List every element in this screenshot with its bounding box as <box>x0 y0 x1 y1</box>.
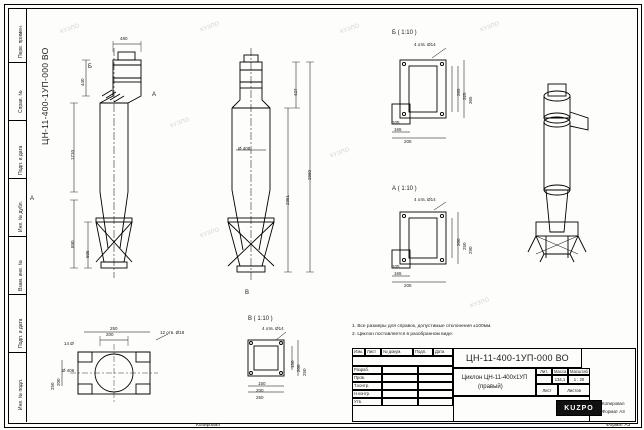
tb-col-list: Лист <box>365 348 381 356</box>
plan-14d: 14 Ø <box>64 341 74 346</box>
watermark-5: КУЗПО <box>329 146 351 160</box>
view-b-105: 105 <box>392 120 400 125</box>
tb-sheet-label: Лист <box>536 384 558 396</box>
footer-copied: Копировал <box>196 423 221 428</box>
tb-row-prov-sign <box>382 374 418 382</box>
plan-holes: 12 отв. Ø18 <box>160 330 185 335</box>
view-b-165: 165 <box>394 127 402 132</box>
margin-label-1: Справ. № <box>18 90 24 113</box>
watermark-0: КУЗПО <box>59 22 81 36</box>
margin-label-3: Инв. № дубл. <box>18 201 24 232</box>
tb-main-title: ЦН-11-400-1УП-000 ВО <box>453 348 582 368</box>
dim-front-1710: 1710 <box>70 149 75 160</box>
view-a-105: 105 <box>392 264 400 269</box>
section-marker-a: А <box>152 92 157 98</box>
view-a-205: 205 <box>404 283 412 288</box>
margin-label-0: Перв. примен. <box>18 24 24 58</box>
view-v-150: 150 <box>290 360 295 368</box>
view-b-265: 265 <box>456 88 461 96</box>
tb-col-podp: Подп. <box>413 348 433 356</box>
note-line-2: 2. Циклон поставляется в разобранном виде. <box>352 332 454 337</box>
dim-front-480: 480 <box>120 36 128 41</box>
view-v-holes: 4 отв. Ø14 <box>262 326 284 331</box>
view-b-325: 325 <box>462 92 467 100</box>
tb-scale-header: Масштаб <box>568 368 590 375</box>
view-a-165: 165 <box>394 271 402 276</box>
tb-scale-value: 1 : 20 <box>568 375 590 384</box>
watermark-3: КУЗПО <box>479 20 501 34</box>
view-v-250: 250 <box>302 368 307 376</box>
view-b-label: Б ( 1:10 ) <box>392 30 417 36</box>
plan-200v: 200 <box>56 378 61 386</box>
plan-diameter: Ø 406 <box>62 368 75 373</box>
dim-side-427: 427 <box>293 88 298 96</box>
tb-row-tkontr-sign <box>382 382 418 390</box>
margin-label-2: Подп. и дата <box>18 145 24 175</box>
tb-mass-value: 134,1 <box>552 375 568 384</box>
tb-row-razrab: Разраб. <box>352 366 382 374</box>
tb-row-empty-1 <box>352 356 453 366</box>
tb-row-prov: Пров. <box>352 374 382 382</box>
tb-col-data: Дата <box>433 348 453 356</box>
tb-row-utv-sign <box>382 398 418 406</box>
tb-row-utv: Утв. <box>352 398 382 406</box>
dim-front-505: 505 <box>85 250 90 258</box>
dim-side-2351: 2351 <box>285 194 290 205</box>
view-a-200: 200 <box>456 238 461 246</box>
plan-250: 250 <box>110 326 118 331</box>
watermark-4: КУЗПО <box>169 116 191 130</box>
section-marker-a2: А <box>30 196 35 202</box>
view-b-holes: 4 отв. Ø14 <box>414 42 436 47</box>
tb-row-tkontr: Т.контр. <box>352 382 382 390</box>
tb-col-docum: № докум. <box>381 348 413 356</box>
tb-subtitle-1: Циклон ЦН-11-400х1УП <box>453 368 536 396</box>
tb-mass-header: Масса <box>554 369 567 374</box>
tb-sheets-label: Листов <box>558 384 590 396</box>
tb-row-prov-date <box>418 374 453 382</box>
tb-row-tkontr-date <box>418 382 453 390</box>
tb-row-razrab-date <box>418 366 453 374</box>
view-v-250b: 250 <box>256 395 264 400</box>
note-line-1: 1. Все размеры для справок, допустимые отклонения ±100мм. <box>352 324 492 329</box>
tb-row-nkontr: Н.контр. <box>352 390 382 398</box>
watermark-7: КУЗПО <box>469 296 491 310</box>
watermark-2: КУЗПО <box>339 22 361 36</box>
plan-200: 200 <box>106 332 114 337</box>
view-v-200: 200 <box>296 364 301 372</box>
margin-label-4: Взам. инв. № <box>18 260 24 291</box>
tb-row-nkontr-date <box>418 390 453 398</box>
section-marker-v: В <box>245 290 250 296</box>
section-marker-b: Б <box>88 64 92 70</box>
drawing-title-vertical: ЦН-11-400-1УП-000 ВО <box>40 47 50 145</box>
plan-250v: 250 <box>50 382 55 390</box>
tb-company-sub2: Формат A3 <box>602 409 625 414</box>
dim-front-890: 890 <box>70 240 75 248</box>
view-v-200b: 200 <box>256 388 264 393</box>
view-b-205: 205 <box>404 139 412 144</box>
dim-front-440: 440 <box>80 78 85 86</box>
margin-label-5: Подп. и дата <box>18 318 24 348</box>
view-a-label: А ( 1:10 ) <box>392 186 417 192</box>
tb-lit-header: Лит. <box>536 368 552 375</box>
tb-company-sub1: Копировал <box>602 401 625 406</box>
view-v-150b: 150 <box>258 381 266 386</box>
watermark-6: КУЗПО <box>199 226 221 240</box>
view-a-holes: 4 отв. Ø14 <box>414 197 436 202</box>
company-logo: KUZPO <box>556 400 602 416</box>
tb-col-izm: Изм. <box>352 348 365 356</box>
tb-row-nkontr-sign <box>382 390 418 398</box>
dim-side-2960: 2960 <box>307 169 312 180</box>
dim-side-diameter: Ø 408 <box>238 146 251 151</box>
tb-lit-value <box>536 375 552 384</box>
view-a-290: 290 <box>468 246 473 254</box>
view-v-label: В ( 1:10 ) <box>248 316 273 322</box>
tb-row-razrab-sign <box>382 366 418 374</box>
view-a-250: 250 <box>462 242 467 250</box>
view-b-365: 365 <box>468 96 473 104</box>
footer-format: Формат A3 <box>606 423 631 428</box>
tb-row-utv-date <box>418 398 453 406</box>
tb-subtitle-2: (правый) <box>478 384 503 390</box>
watermark-1: КУЗПО <box>199 20 221 34</box>
margin-label-6: Инв. № подл. <box>18 378 24 410</box>
